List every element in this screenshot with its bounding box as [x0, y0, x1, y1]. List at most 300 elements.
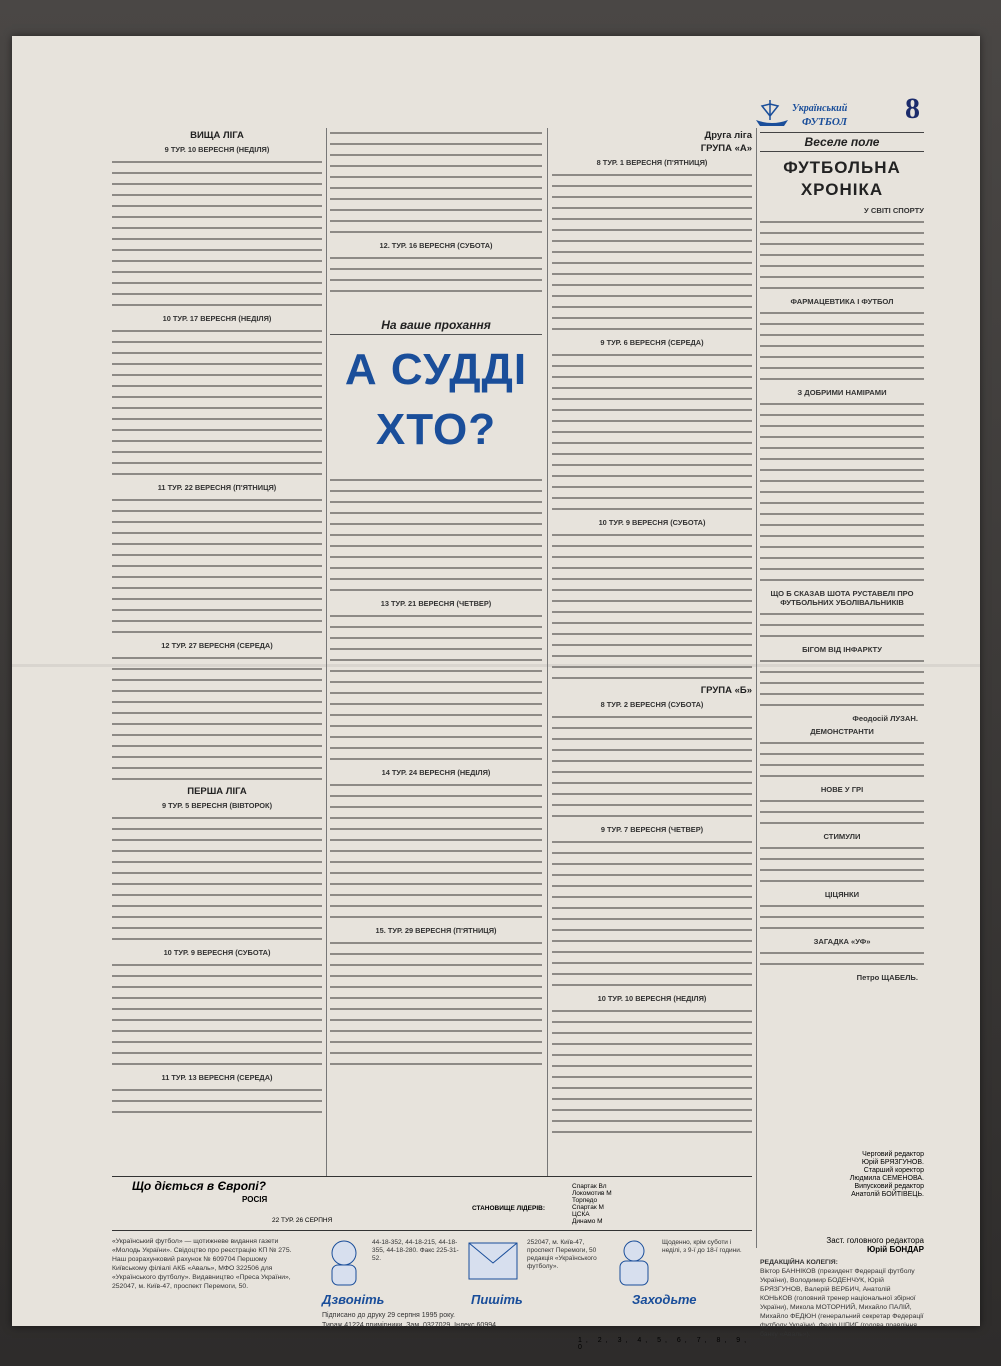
- staff-label: Старший коректор: [863, 1167, 924, 1174]
- fixture-line: [112, 1107, 322, 1117]
- text-line: [760, 667, 924, 677]
- fixture-line: [552, 618, 752, 628]
- fixture-line: [112, 960, 322, 970]
- chronicle-title-line1: ФУТБОЛЬНА: [783, 158, 901, 177]
- fixture-line: [112, 1004, 322, 1014]
- fixture-line: [330, 901, 542, 911]
- fixture-line: [552, 1094, 752, 1104]
- fixture-line: [330, 857, 542, 867]
- fixture-line: [112, 763, 322, 773]
- fixture-line: [330, 150, 542, 160]
- section-heading: ЦІЦЯНКИ: [824, 890, 860, 899]
- fixture-line: [552, 800, 752, 810]
- fixture-line: [552, 980, 752, 990]
- fixture-line: [112, 212, 322, 222]
- fixture-line: [552, 903, 752, 913]
- fixture-line: [330, 824, 542, 834]
- text-line: [760, 542, 924, 552]
- fixture-line: [112, 813, 322, 823]
- fixture-line: [552, 1006, 752, 1016]
- section-heading: ДЕМОНСТРАНТИ: [810, 727, 874, 736]
- fixture-line: [112, 245, 322, 255]
- text-line: [760, 738, 924, 748]
- fixture-line: [330, 253, 542, 263]
- fixture-line: [552, 1105, 752, 1115]
- fixture-line: [112, 1026, 322, 1036]
- text-line: [760, 374, 924, 384]
- fixture-line: [112, 190, 322, 200]
- fixture-line: [552, 651, 752, 661]
- round-heading: 11 ТУР. 13 ВЕРЕСНЯ (СЕРЕДА): [161, 1073, 273, 1082]
- author-signature: Петро ЩАБЕЛЬ.: [856, 973, 918, 982]
- fixture-line: [112, 1048, 322, 1058]
- chronicle-title-line2: ХРОНІКА: [800, 180, 884, 199]
- fixture-line: [112, 741, 322, 751]
- footer: [112, 1230, 752, 1351]
- fixture-line: [112, 469, 322, 479]
- fixture-line: [552, 236, 752, 246]
- team-name: ЦСКА: [572, 1211, 590, 1218]
- fixture-line: [552, 427, 752, 437]
- text-line: [760, 520, 924, 530]
- fixture-line: [330, 982, 542, 992]
- visitor-cartoon-icon: [612, 1237, 656, 1289]
- fixture-line: [330, 1048, 542, 1058]
- column-top-league: [112, 128, 322, 1178]
- fixture-line: [112, 234, 322, 244]
- fixture-line: [112, 1085, 322, 1095]
- fixture-line: [112, 616, 322, 626]
- staff-name: Анатолій БОЙТІВЕЦЬ.: [851, 1191, 924, 1198]
- text-line: [760, 454, 924, 464]
- fixture-line: [552, 640, 752, 650]
- fixture-line: [552, 324, 752, 334]
- fixture-line: [330, 633, 542, 643]
- text-line: [760, 465, 924, 475]
- fixture-line: [552, 837, 752, 847]
- fixture-line: [112, 506, 322, 516]
- text-line: [760, 854, 924, 864]
- fixture-line: [552, 302, 752, 312]
- visiting-hours: Щоденно, крім суботи і неділі, з 9-ї до 18-ї години.: [662, 1239, 742, 1254]
- fixture-line: [112, 392, 322, 402]
- team-name: Спартак М: [572, 1204, 604, 1211]
- league-heading: Друга ліга: [704, 130, 752, 141]
- text-line: [760, 620, 924, 630]
- fixture-line: [330, 879, 542, 889]
- text-line: [760, 432, 924, 442]
- fixture-line: [330, 194, 542, 204]
- fixture-line: [552, 712, 752, 722]
- team-name: Спартак Вл: [572, 1183, 607, 1190]
- round-heading: 12 ТУР. 27 ВЕРЕСНЯ (СЕРЕДА): [161, 641, 273, 650]
- section-heading: З ДОБРИМИ НАМІРАМИ: [797, 388, 887, 397]
- text-line: [760, 843, 924, 853]
- fixture-line: [552, 1072, 752, 1082]
- column-first-league-cont: [330, 128, 542, 1178]
- page-content: [112, 90, 924, 1351]
- fixture-line: [552, 372, 752, 382]
- fixture-line: [330, 710, 542, 720]
- standings-header: СТАНОВИЩЕ ЛІДЕРІВ:: [472, 1205, 546, 1212]
- text-line: [760, 399, 924, 409]
- text-line: [760, 217, 924, 227]
- envelope-icon: [467, 1241, 519, 1283]
- visit-block: [612, 1237, 752, 1307]
- text-line: [760, 807, 924, 817]
- fixture-line: [112, 370, 322, 380]
- round-heading: 10 ТУР. 9 ВЕРЕСНЯ (СУБОТА): [598, 518, 706, 527]
- fixture-line: [552, 848, 752, 858]
- fixture-line: [330, 622, 542, 632]
- editorial-board: [760, 1258, 924, 1339]
- column-second-league: [552, 128, 752, 1178]
- text-line: [760, 498, 924, 508]
- fixture-line: [330, 216, 542, 226]
- section-heading: ФАРМАЦЕВТИКА І ФУТБОЛ: [790, 297, 894, 306]
- fixture-line: [112, 157, 322, 167]
- team-name: Торпедо: [572, 1197, 598, 1204]
- text-line: [760, 308, 924, 318]
- text-line: [760, 631, 924, 641]
- fixture-line: [552, 552, 752, 562]
- phone-cartoon-icon: [322, 1237, 366, 1289]
- fixture-line: [112, 730, 322, 740]
- fixture-line: [330, 172, 542, 182]
- fixture-line: [330, 846, 542, 856]
- text-line: [760, 818, 924, 828]
- phone-label: Дзвоніть: [322, 1292, 385, 1307]
- fixture-line: [552, 394, 752, 404]
- fixture-line: [112, 561, 322, 571]
- text-line: [760, 476, 924, 486]
- fixture-line: [112, 403, 322, 413]
- phone-block: [322, 1237, 462, 1307]
- fixture-line: [552, 734, 752, 744]
- deputy-name: Юрій БОНДАР: [866, 1245, 924, 1254]
- group-heading: ГРУПА «А»: [700, 143, 752, 154]
- fixture-line: [330, 993, 542, 1003]
- board-text: Віктор БАННІКОВ (президент Федерації футболу України), Володимир БОДЕНЧУК, Юрій БРЯЗГУНОВ, Валерій ВЕРБИЧ, Анатолій КОНЬКОВ (головний тренер національної збірної України), Микола МОТОРНИЙ, Михайло ПАЛІЙ, Михайло ФЕДЮН (генеральний секретар Федерації футболу України), Федір ШПИГ (голова правління банку «Аваль»).: [760, 1268, 924, 1338]
- text-line: [760, 575, 924, 585]
- fixture-line: [552, 789, 752, 799]
- fixture-line: [330, 688, 542, 698]
- fixture-line: [112, 495, 322, 505]
- fixture-line: [552, 504, 752, 514]
- fixture-line: [112, 1059, 322, 1069]
- staff-credits: [760, 1150, 924, 1199]
- text-line: [760, 531, 924, 541]
- league-heading: ВИЩА ЛІГА: [190, 130, 244, 141]
- round-heading: 14 ТУР. 24 ВЕРЕСНЯ (НЕДІЛЯ): [381, 768, 491, 777]
- fixture-line: [552, 596, 752, 606]
- team-name: Динамо М: [572, 1218, 603, 1225]
- fixture-line: [330, 275, 542, 285]
- fixture-line: [552, 767, 752, 777]
- section-heading: У СВІТІ СПОРТУ: [864, 206, 924, 215]
- text-line: [760, 678, 924, 688]
- fixture-line: [552, 585, 752, 595]
- group-heading: ГРУПА «Б»: [700, 685, 752, 696]
- text-line: [760, 948, 924, 958]
- fixture-line: [112, 890, 322, 900]
- fixture-line: [552, 482, 752, 492]
- fixture-line: [330, 128, 542, 138]
- fixture-line: [112, 857, 322, 867]
- fixture-line: [552, 247, 752, 257]
- fixture-line: [112, 179, 322, 189]
- text-line: [760, 553, 924, 563]
- text-line: [760, 250, 924, 260]
- fixture-line: [552, 291, 752, 301]
- text-line: [760, 410, 924, 420]
- fixture-line: [112, 774, 322, 784]
- fixture-line: [552, 925, 752, 935]
- round-heading: 9 ТУР. 10 ВЕРЕСНЯ (НЕДІЛЯ): [164, 145, 270, 154]
- signed-date: Підписано до друку 29 серпня 1995 року.: [322, 1312, 455, 1319]
- text-line: [760, 421, 924, 431]
- promo-box: [330, 318, 542, 488]
- fixture-line: [330, 530, 542, 540]
- fixture-line: [552, 313, 752, 323]
- fixture-line: [112, 835, 322, 845]
- text-line: [760, 901, 924, 911]
- fixture-line: [112, 605, 322, 615]
- fixture-line: [330, 519, 542, 529]
- fixture-line: [112, 708, 322, 718]
- fixture-line: [552, 493, 752, 503]
- fixture-line: [552, 563, 752, 573]
- fixture-line: [552, 870, 752, 880]
- fixture-line: [552, 214, 752, 224]
- promo-headline-line1: А СУДДІ: [344, 345, 528, 394]
- visit-label: Заходьте: [632, 1292, 697, 1307]
- fixture-line: [112, 993, 322, 1003]
- fixture-line: [330, 585, 542, 595]
- fixture-line: [330, 1059, 542, 1069]
- fixture-line: [112, 982, 322, 992]
- round-heading: 9 ТУР. 6 ВЕРЕСНЯ (СЕРЕДА): [600, 338, 704, 347]
- round-heading: 10 ТУР. 10 ВЕРЕСНЯ (НЕДІЛЯ): [597, 994, 707, 1003]
- fixture-line: [112, 326, 322, 336]
- fixture-line: [330, 611, 542, 621]
- fixture-line: [112, 879, 322, 889]
- section-heading: ЗАГАДКА «УФ»: [813, 937, 871, 946]
- write-label: Пишіть: [471, 1292, 523, 1307]
- round-heading: 15. ТУР. 29 ВЕРЕСНЯ (П'ЯТНИЦЯ): [375, 926, 497, 935]
- round-heading: 8 ТУР. 1 ВЕРЕСНЯ (П'ЯТНИЦЯ): [596, 158, 708, 167]
- round-heading: 9 ТУР. 7 ВЕРЕСНЯ (ЧЕТВЕР): [600, 825, 704, 834]
- fixture-line: [330, 205, 542, 215]
- text-line: [760, 509, 924, 519]
- text-line: [760, 319, 924, 329]
- fixture-line: [330, 780, 542, 790]
- fixture-line: [552, 269, 752, 279]
- staff-name: Юрій БРЯЗГУНОВ.: [861, 1159, 924, 1166]
- fixture-line: [552, 958, 752, 968]
- text-line: [760, 609, 924, 619]
- fixture-line: [552, 350, 752, 360]
- fixture-line: [330, 813, 542, 823]
- fixture-line: [330, 497, 542, 507]
- fixture-line: [330, 183, 542, 193]
- fixture-line: [330, 1004, 542, 1014]
- rubric-heading: Веселе поле: [760, 132, 924, 152]
- fixture-line: [112, 201, 322, 211]
- text-line: [760, 283, 924, 293]
- fixture-line: [330, 791, 542, 801]
- fixture-line: [330, 938, 542, 948]
- fixture-line: [112, 381, 322, 391]
- fixture-line: [552, 811, 752, 821]
- europe-country: РОСІЯ: [242, 1195, 268, 1204]
- standings-teams: [572, 1183, 742, 1225]
- column-divider: [756, 128, 757, 1248]
- fixture-line: [552, 881, 752, 891]
- text-line: [760, 749, 924, 759]
- fixture-line: [330, 666, 542, 676]
- staff-label: Випусковий редактор: [854, 1183, 924, 1190]
- round-heading: 9 ТУР. 5 ВЕРЕСНЯ (ВІВТОРОК): [161, 801, 273, 810]
- column-divider: [547, 128, 548, 1176]
- fixture-line: [552, 203, 752, 213]
- round-heading: 13 ТУР. 21 ВЕРЕСНЯ (ЧЕТВЕР): [380, 599, 492, 608]
- fixture-line: [552, 629, 752, 639]
- fixture-line: [330, 743, 542, 753]
- svg-text:ФУТБОЛ: ФУТБОЛ: [802, 116, 848, 128]
- fixture-line: [330, 699, 542, 709]
- column-divider: [326, 128, 327, 1176]
- text-line: [760, 959, 924, 969]
- deputy-label: Заст. головного редактора: [826, 1236, 924, 1245]
- fixture-line: [112, 923, 322, 933]
- print-info: [322, 1311, 752, 1331]
- fixture-line: [330, 541, 542, 551]
- fixture-line: [552, 449, 752, 459]
- league-heading: ПЕРША ЛІГА: [187, 786, 247, 797]
- fixture-line: [330, 1015, 542, 1025]
- fixture-line: [330, 552, 542, 562]
- round-heading: 8 ТУР. 2 ВЕРЕСНЯ (СУБОТА): [600, 700, 704, 709]
- text-line: [760, 564, 924, 574]
- europe-table: [272, 1183, 742, 1227]
- europe-round: 22 ТУР. 26 СЕРПНЯ: [272, 1217, 333, 1224]
- promo-kicker: На ваше прохання: [330, 318, 542, 335]
- text-line: [760, 330, 924, 340]
- contacts-strip: [322, 1237, 752, 1307]
- fixture-line: [112, 934, 322, 944]
- fixture-line: [552, 1061, 752, 1071]
- fixture-line: [112, 868, 322, 878]
- deputy-editor: [760, 1236, 924, 1254]
- fixture-line: [552, 1127, 752, 1137]
- fixture-line: [112, 697, 322, 707]
- fixture-line: [330, 1026, 542, 1036]
- fixture-line: [552, 181, 752, 191]
- fixture-line: [552, 361, 752, 371]
- fixture-line: [112, 300, 322, 310]
- fixture-line: [112, 223, 322, 233]
- fixture-line: [112, 901, 322, 911]
- fixture-line: [552, 416, 752, 426]
- fixture-line: [552, 662, 752, 672]
- fixture-line: [112, 359, 322, 369]
- column-chronicle: [760, 128, 924, 1178]
- fixture-line: [112, 572, 322, 582]
- fixture-line: [330, 868, 542, 878]
- fixture-line: [552, 471, 752, 481]
- page-number: 8: [905, 92, 920, 125]
- fixture-line: [112, 1015, 322, 1025]
- page-numbers-row: 1, 2, 3, 4, 5, 6, 7, 8, 9, 0: [578, 1337, 751, 1351]
- fixture-line: [112, 675, 322, 685]
- promo-headline-line2: ХТО?: [375, 405, 497, 454]
- fixture-line: [112, 256, 322, 266]
- fixture-line: [112, 912, 322, 922]
- fixture-line: [552, 892, 752, 902]
- fixture-line: [552, 745, 752, 755]
- fixture-line: [112, 594, 322, 604]
- round-heading: 12. ТУР. 16 ВЕРЕСНЯ (СУБОТА): [379, 241, 493, 250]
- fixture-line: [330, 286, 542, 296]
- fixture-line: [112, 1096, 322, 1106]
- fixture-line: [552, 192, 752, 202]
- section-heading: БІГОМ ВІД ІНФАРКТУ: [802, 645, 882, 654]
- europe-results: [112, 1176, 752, 1229]
- mail-address: 252047, м. Київ-47, проспект Перемоги, 50 редакція «Українського футболу».: [527, 1239, 597, 1270]
- svg-text:Український: Український: [792, 103, 848, 114]
- fixture-line: [330, 732, 542, 742]
- fixture-line: [552, 383, 752, 393]
- fixture-line: [552, 607, 752, 617]
- text-line: [760, 689, 924, 699]
- text-line: [760, 656, 924, 666]
- text-line: [760, 239, 924, 249]
- fixture-line: [552, 280, 752, 290]
- fixture-line: [552, 1050, 752, 1060]
- fixture-line: [112, 528, 322, 538]
- fixture-line: [112, 425, 322, 435]
- fixture-line: [112, 414, 322, 424]
- fixture-line: [552, 530, 752, 540]
- fixture-line: [330, 161, 542, 171]
- text-line: [760, 272, 924, 282]
- text-line: [760, 771, 924, 781]
- fixture-line: [330, 949, 542, 959]
- newspaper-page: [12, 36, 980, 1351]
- fixture-line: [112, 664, 322, 674]
- fixture-line: [330, 574, 542, 584]
- fixture-line: [552, 914, 752, 924]
- fixture-line: [552, 1039, 752, 1049]
- section-heading: НОВЕ У ГРІ: [820, 785, 864, 794]
- fixture-line: [330, 227, 542, 237]
- staff-label: Черговий редактор: [862, 1151, 924, 1158]
- fixture-line: [330, 655, 542, 665]
- print-run: Тираж 41224 примірники. Зам. 0327029. Індекс 60994.: [322, 1322, 498, 1329]
- fixture-line: [552, 673, 752, 683]
- fixture-line: [330, 563, 542, 573]
- section-heading: СТИМУЛИ: [823, 832, 861, 841]
- fixture-line: [112, 686, 322, 696]
- fixture-line: [112, 348, 322, 358]
- fixture-line: [112, 337, 322, 347]
- text-line: [760, 876, 924, 886]
- fixture-line: [552, 859, 752, 869]
- author-signature: Феодосій ЛУЗАН.: [852, 714, 918, 723]
- fixture-line: [330, 1037, 542, 1047]
- fixture-line: [552, 947, 752, 957]
